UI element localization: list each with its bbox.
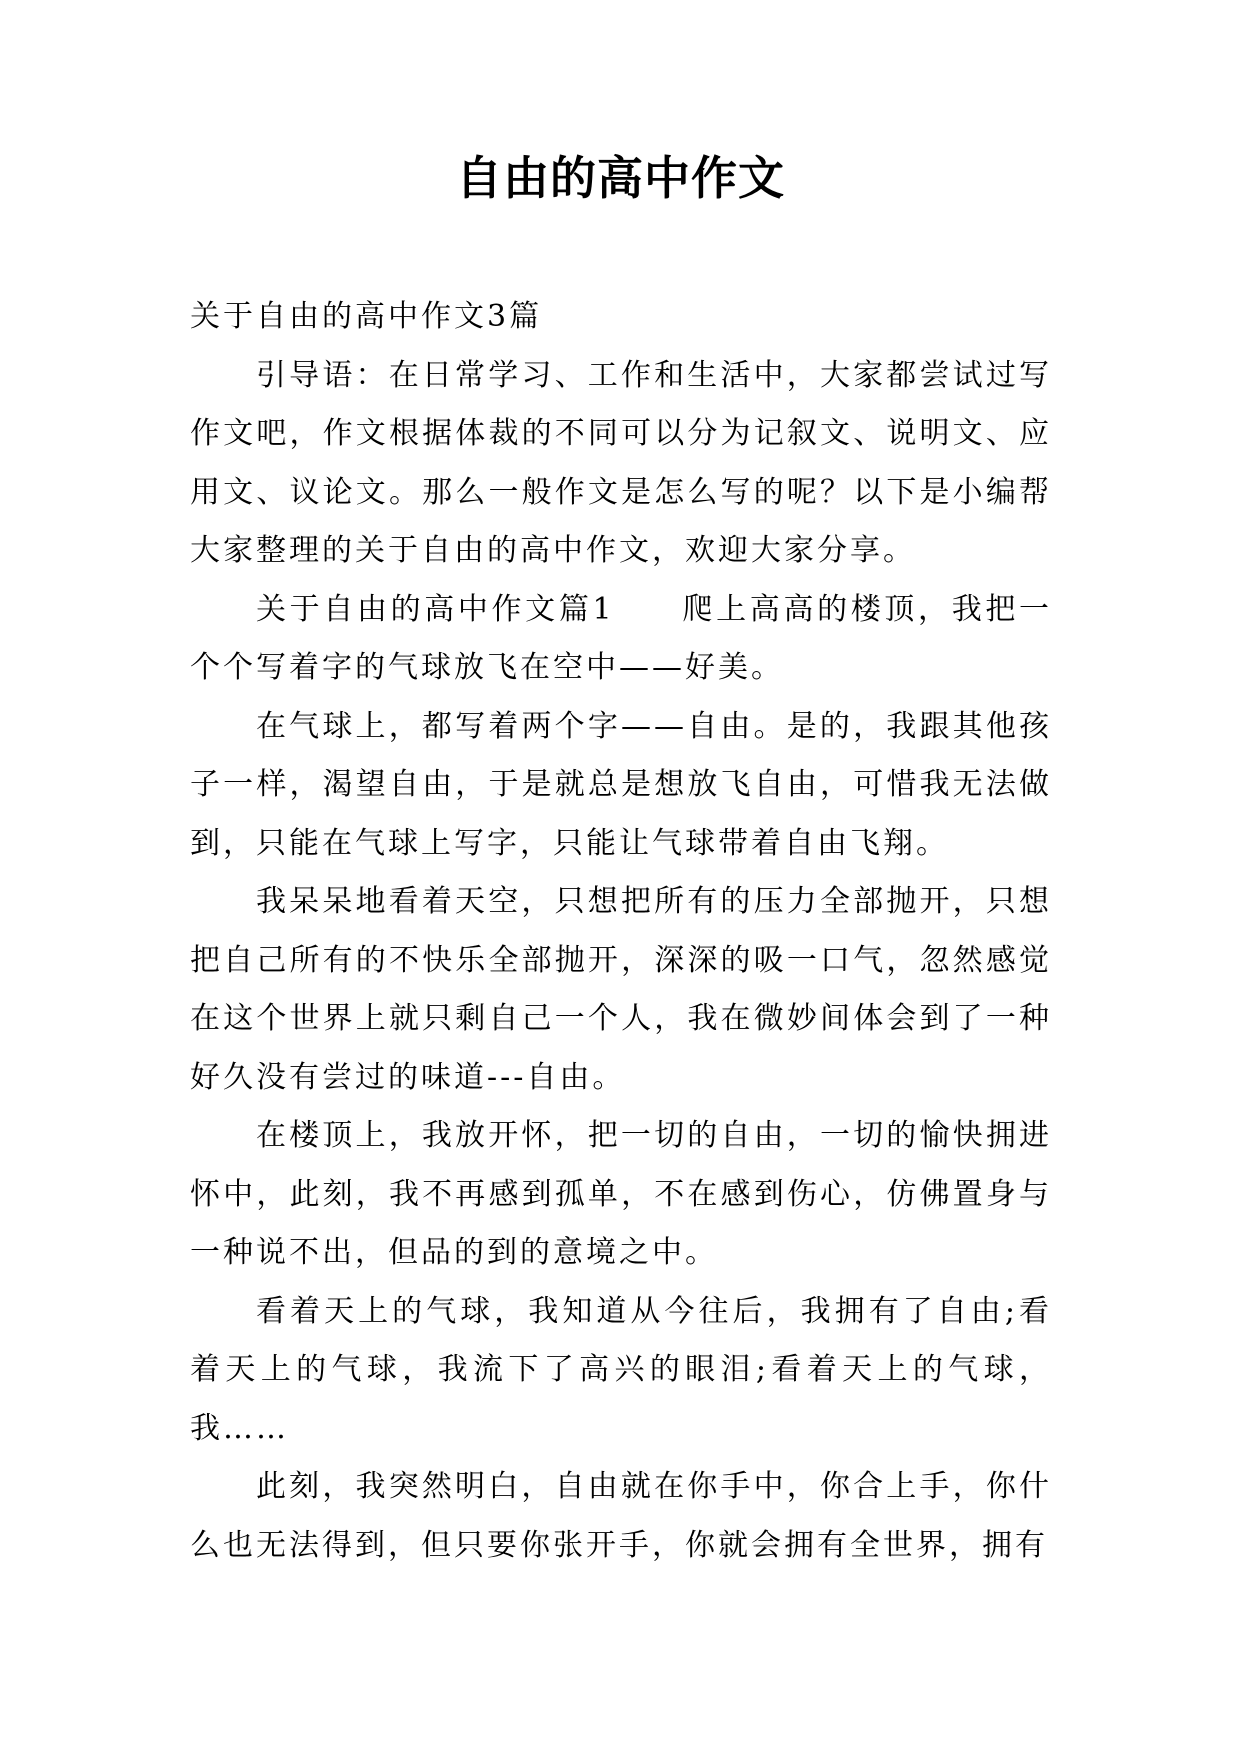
paragraph-1: 关于自由的高中作文篇1 爬上高高的楼顶，我把一个个写着字的气球放飞在空中——好美。 [190,591,1052,685]
paragraph-3: 我呆呆地看着天空，只想把所有的压力全部抛开，只想把自己所有的不快乐全部抛开，深深的吸一口气，忽然感觉在这个世界上就只剩自己一个人，我在微妙间体会到了一种好久没有尝过的味道---自由。 [190,884,1052,1095]
document-subtitle: 关于自由的高中作文3篇 [190,299,543,334]
paragraph-4: 在楼顶上，我放开怀，把一切的自由，一切的愉快拥进怀中，此刻，我不再感到孤单，不在感到伤心，仿佛置身与一种说不出，但品的到的意境之中。 [190,1118,1052,1270]
paragraph-5: 看着天上的气球，我知道从今往后，我拥有了自由;看着天上的气球，我流下了高兴的眼泪;看着天上的气球，我…… [190,1293,1052,1446]
paragraph-6: 此刻，我突然明白，自由就在你手中，你合上手，你什么也无法得到，但只要你张开手，你就会拥有全世界，拥有 [190,1469,1052,1563]
paragraph-2: 在气球上，都写着两个字——自由。是的，我跟其他孩子一样，渴望自由，于是就总是想放飞自由，可惜我无法做到，只能在气球上写字，只能让气球带着自由飞翔。 [190,708,1052,861]
paragraph-intro: 引导语：在日常学习、工作和生活中，大家都尝试过写作文吧，作文根据体裁的不同可以分为记叙文、说明文、应用文、议论文。那么一般作文是怎么写的呢？以下是小编帮大家整理的关于自由的高中作文，欢迎大家分享。 [190,357,1052,568]
document-title: 自由的高中作文 [456,151,785,205]
document-body [190,288,1052,1575]
